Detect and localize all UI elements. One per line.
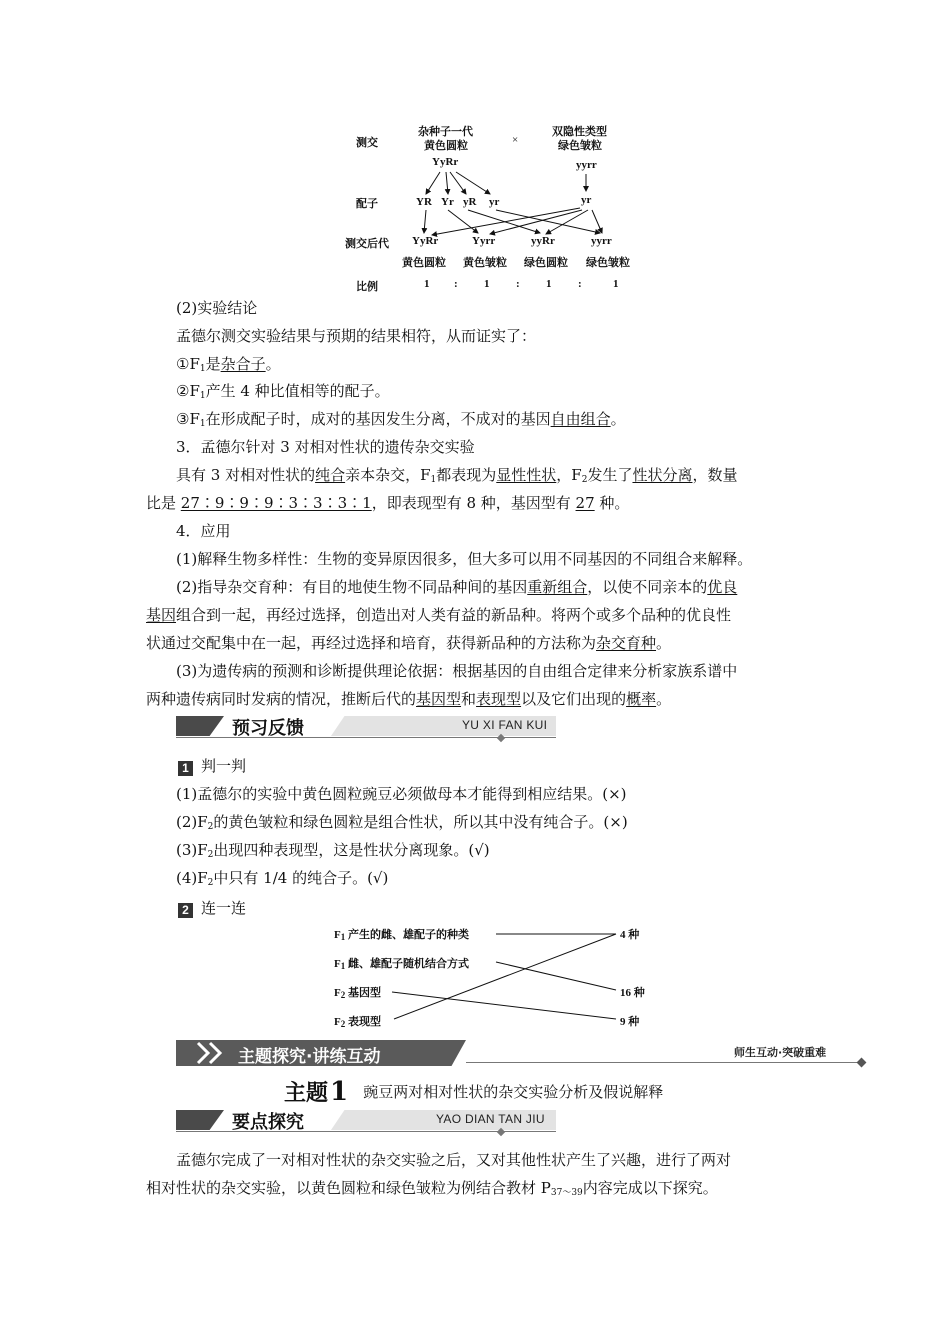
ratio-colon-3: : [578,278,582,290]
match-left-2: $F_1$ 雌、雄配子随机结合方式 [334,958,469,971]
match-number-badge: 2 [178,903,193,918]
topic-bar [176,1040,870,1068]
match-left-1: $F_1$ 产生的雌、雄配子的种类 [334,929,469,942]
gamete2-yr: yr [581,194,592,206]
offspring-Yyrr: Yyrr [472,235,496,247]
double-chevron-icon [196,1041,228,1065]
s4-point-2-line-2: 基因组合到一起，再经过选择，创造出对人类有益的新品种。将两个或多个品种的优良性 [146,606,732,624]
match-right-1: 4 种 [620,929,640,941]
parent2-genotype: yyrr [576,159,597,171]
parent2-line1: 双隐性类型 [552,126,607,138]
row-label-testcross: 测交 [356,137,378,149]
judge-item-4: $(4)F_2$中只有 1/4 的纯合子。(√) [176,869,389,888]
s4-point-2-line-3: 状通过交配集中在一起，再经过选择和培育，获得新品种的方法称为杂交育种。 [146,634,672,652]
s3-line-1: 具有 3 对相对性状的纯合亲本杂交，$F_1$都表现为显性性状，$F_2$发生了性状分离，数量 [176,466,738,485]
key-points-bar [176,1110,556,1136]
s4-point-3-line-2: 两种遗传病同时发病的情况，推断后代的基因型和表现型以及它们出现的概率。 [146,690,672,708]
s2-point-3: $③F_1$在形成配子时，成对的基因发生分离，不成对的基因自由组合。 [176,410,626,429]
match-left-3: $F_2$ 基因型 [334,987,381,1000]
preview-title-en: YU XI FAN KUI [462,718,548,732]
s4-point-3-line-1: (3)为遗传病的预测和诊断提供理论依据：根据基因的自由组合定律来分析家族系谱中 [176,662,738,680]
judge-number-badge: 1 [178,761,193,776]
topic-bar-title: 主题探究·讲练互动 [238,1047,381,1067]
gamete-yR: yR [463,196,477,208]
judge-item-1: (1)孟德尔的实验中黄色圆粒豌豆必须做母本才能得到相应结果。(×) [176,785,627,803]
s3-line-2: 比是 27∶9∶9∶9∶3∶3∶3∶1，即表现型有 8 种，基因型有 27 种。 [146,494,630,512]
match-right-3: 9 种 [620,1016,640,1028]
match-lines [334,922,654,1032]
offspring-YyRr: YyRr [412,235,439,247]
parent1-line2: 黄色圆粒 [424,140,468,152]
s2-point-2: $②F_1$产生 4 种比值相等的配子。 [176,382,390,401]
parent2-line2: 绿色皱粒 [558,140,602,152]
offspring-yyRr: yyRr [531,235,555,247]
gamete-Yr: Yr [441,196,454,208]
cross-symbol: × [512,134,519,146]
parent1-genotype: YyRr [432,156,459,168]
ratio-4: 1 [613,278,619,290]
s2-intro: 孟德尔测交实验结果与预期的结果相符，从而证实了： [176,327,537,345]
row-label-gametes: 配子 [356,198,378,210]
row-label-offspring: 测交后代 [345,238,389,250]
match-heading: 2 连一连 [178,898,246,918]
testcross-diagram [340,118,660,300]
phenotype-3: 绿色圆粒 [524,257,568,269]
match-left-4: $F_2$ 表现型 [334,1016,381,1029]
judge-item-2: $(2)F_2$的黄色皱粒和绿色圆粒是组合性状，所以其中没有纯合子。(×) [176,813,628,832]
ratio-1: 1 [424,278,430,290]
judge-heading: 1 判一判 [178,756,246,776]
ratio-3: 1 [546,278,552,290]
ratio-colon-2: : [516,278,520,290]
s4-point-1: (1)解释生物多样性：生物的变异原因很多，但大多可以用不同基因的不同组合来解释。 [176,550,753,568]
phenotype-1: 黄色圆粒 [402,257,446,269]
gamete-YR: YR [416,196,432,208]
row-label-ratio: 比例 [356,281,378,293]
key-points-title: 要点探究 [232,1112,304,1133]
ratio-2: 1 [484,278,490,290]
judge-item-3: $(3)F_2$出现四种表现型，这是性状分离现象。(√) [176,841,490,860]
closing-line-2: 相对性状的杂交实验，以黄色圆粒和绿色皱粒为例结合教材 $P_{37\sim 39}$内容完成以下探究。 [146,1179,718,1198]
s4-heading: 4．应用 [176,522,231,540]
s2-heading: (2)实验结论 [176,299,258,317]
diagram-arrows [340,118,660,300]
s3-heading: 3．孟德尔针对 3 对相对性状的遗传杂交实验 [176,438,475,456]
gamete-yr: yr [489,196,500,208]
preview-title: 预习反馈 [232,718,304,739]
parent1-line1: 杂种子一代 [418,126,473,138]
ratio-colon-1: : [454,278,458,290]
topic-heading: 主题1 豌豆两对相对性状的杂交实验分析及假说解释 [284,1077,664,1107]
match-right-2: 16 种 [620,987,645,999]
phenotype-4: 绿色皱粒 [586,257,630,269]
s4-point-2-line-1: (2)指导杂交育种：有目的地使生物不同品种间的基因重新组合，以使不同亲本的优良 [176,578,738,596]
offspring-yyrr: yyrr [591,235,612,247]
match-diagram [334,922,654,1032]
key-points-title-en: YAO DIAN TAN JIU [436,1112,545,1126]
preview-feedback-bar [176,716,556,742]
closing-line-1: 孟德尔完成了一对相对性状的杂交实验之后，又对其他性状产生了兴趣，进行了两对 [176,1151,732,1169]
phenotype-2: 黄色皱粒 [463,257,507,269]
s2-point-1: $①F_1$是杂合子。 [176,355,281,374]
topic-bar-right: 师生互动·突破重难 [734,1046,827,1059]
